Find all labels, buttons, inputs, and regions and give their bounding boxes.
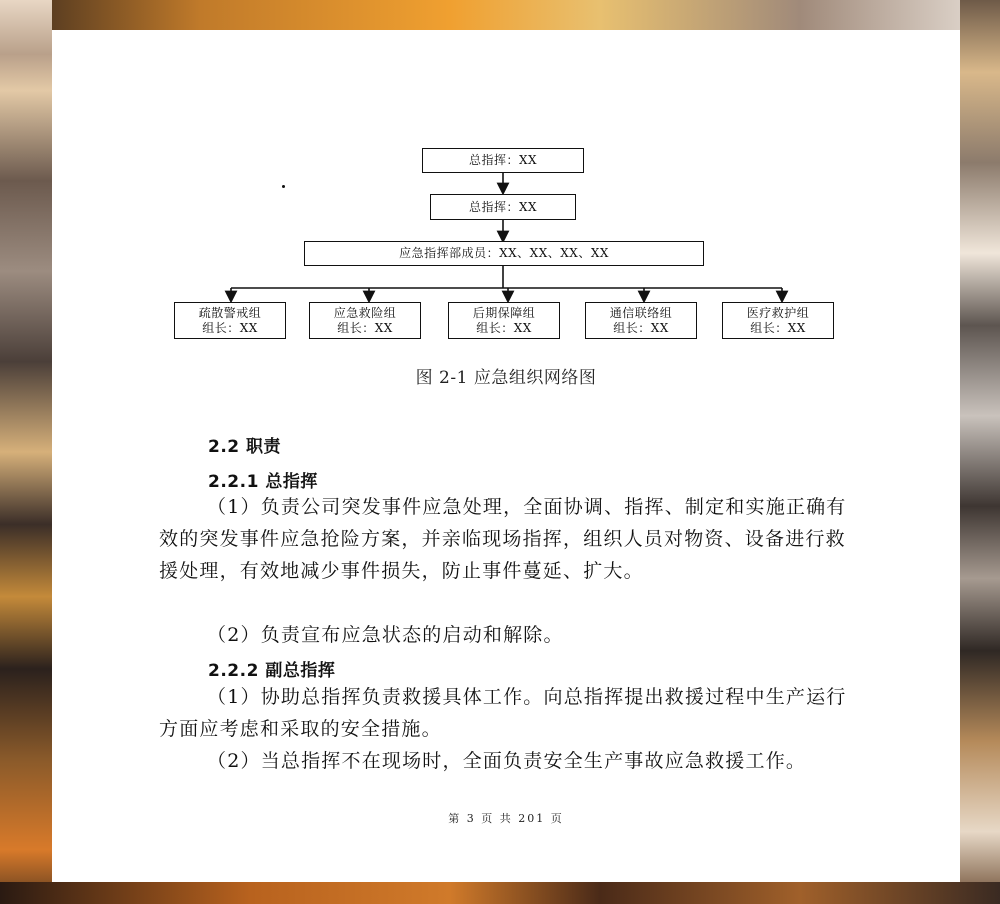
group-leader: 组长：XX (476, 320, 532, 335)
section-title-2-2: 2.2 职责 (208, 437, 282, 457)
paragraph-commander-duty-1: （1）负责公司突发事件应急处理，全面协调、指挥、制定和实施正确有效的突发事件应急抢险方案，并亲临现场指挥，组织人员对物资、设备进行救援处理，有效地减少事件损失，防止事件蔓延、扩大。 (159, 496, 847, 582)
group-name: 通信联络组 (609, 305, 673, 320)
background-photo-right (960, 0, 1000, 904)
stray-dot (282, 185, 285, 188)
group-leader: 组长：XX (337, 320, 393, 335)
group-leader: 组长：XX (613, 320, 669, 335)
paragraph-deputy-duty-1: （1）协助总指挥负责救援具体工作。向总指挥提出救援过程中生产运行方面应考虑和采取的安全措施。 (159, 686, 847, 740)
page-footer: 第 3 页 共 201 页 (448, 812, 564, 825)
group-leader: 组长：XX (202, 320, 258, 335)
org-box-group-medical (722, 302, 834, 339)
group-name: 医疗救护组 (746, 305, 810, 320)
org-box-deputy-commander (430, 194, 576, 220)
org-box-command-members (304, 241, 704, 266)
org-box-group-rescue (309, 302, 421, 339)
org-box-label: 总指挥：XX (468, 199, 538, 214)
section-title-2-2-1: 2.2.1 总指挥 (208, 472, 318, 492)
background-photo-top (0, 0, 1000, 30)
org-box-group-evacuation (174, 302, 286, 339)
group-name: 疏散警戒组 (198, 305, 262, 320)
org-box-label: 总指挥：XX (468, 153, 538, 167)
section-title-2-2-2: 2.2.2 副总指挥 (208, 661, 336, 681)
group-leader: 组长：XX (750, 320, 806, 335)
group-name: 后期保障组 (472, 305, 536, 320)
background-photo-bottom (0, 882, 1000, 904)
org-box-group-logistics (448, 302, 560, 339)
group-name: 应急救险组 (333, 305, 397, 320)
org-box-commander (422, 148, 584, 173)
org-box-label: 应急指挥部成员：XX、XX、XX、XX (399, 246, 609, 260)
document-page (52, 30, 960, 882)
background-photo-left (0, 0, 52, 904)
paragraph-commander-duty-2: （2）负责宣布应急状态的启动和解除。 (207, 624, 564, 646)
paragraph-deputy-duty-2: （2）当总指挥不在现场时，全面负责安全生产事故应急救援工作。 (207, 750, 807, 772)
org-box-group-communication (585, 302, 697, 339)
figure-caption: 图 2-1 应急组织网络图 (415, 368, 597, 388)
